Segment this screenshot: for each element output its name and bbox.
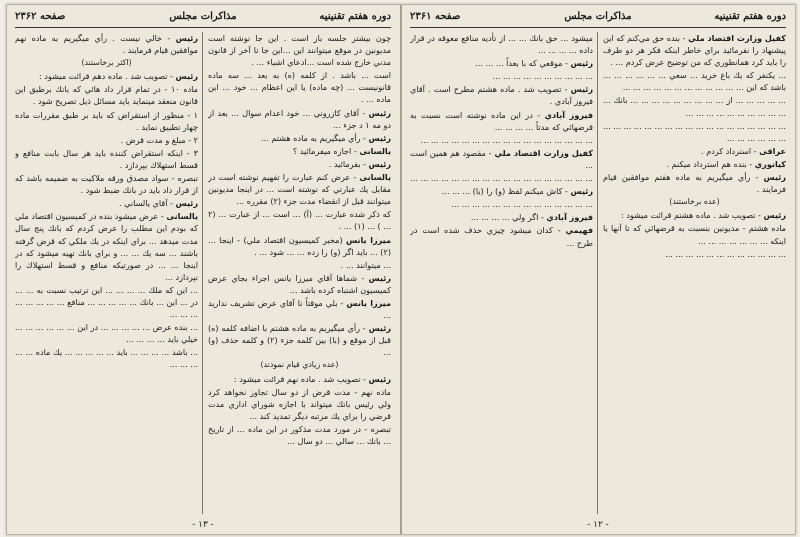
- speech-paragraph: [208, 69, 391, 105]
- speech-paragraph: [410, 172, 593, 184]
- page-right: [402, 5, 794, 534]
- speaker-name: ميرزا يانس: [346, 234, 391, 245]
- paragraph-text: - شماها آقاي ميرزا يانس اجراء بجاي عرض كميسيون اشتباه كرده باشد ...: [208, 272, 391, 295]
- speaker-name: رئيس: [175, 198, 198, 209]
- header-session: دوره هفتم تقنينيه: [714, 11, 786, 22]
- speech-paragraph: [603, 171, 786, 195]
- speaker-name: رئيس: [570, 58, 593, 69]
- paragraph-text: - بلي موقتاً تا آقاي عرض تشريف نداريد ...: [208, 297, 391, 321]
- paragraph-text: - بنده هم استرداد ميكنم .: [666, 158, 753, 169]
- speaker-name: رئيس: [763, 210, 786, 221]
- speech-paragraph: [15, 197, 198, 209]
- document-spread: [6, 4, 796, 535]
- speech-paragraph: [410, 198, 593, 210]
- speech-paragraph: [410, 134, 593, 146]
- paragraph-text: - در اين ماده نوشته است نسبت به قرضهائي كه مدتاً ... ... ... ...: [410, 109, 593, 132]
- paragraph-text: - مقصود هم همين است ...: [410, 147, 593, 170]
- speaker-name: رئيس: [570, 186, 593, 197]
- speaker-name: رئيس: [368, 373, 391, 384]
- column-divider: [202, 32, 203, 514]
- paragraph-text: كه ذكر شده عبارت ... (آ) ... است ... از عبارت ... (۲ ... ) ... (۱) ... .: [208, 209, 391, 232]
- speaker-name: رئيس: [570, 84, 593, 95]
- paragraph-text: ماده ۱۰ - در تمام قرار داد هائي كه بانك برطبق اين قانون منعقد مينمايد بايد مسائل ذيل تصريح شود .: [15, 84, 198, 107]
- header-title: مذاكرات مجلس: [169, 11, 237, 22]
- paragraph-text: ۲ - مبلغ و مدت قرض .: [120, 134, 198, 145]
- speech-paragraph: [15, 70, 198, 82]
- paragraph-text: - خالي نيست . رأي ميگيريم به ماده نهم موافقين قيام فرمايند .: [15, 33, 198, 56]
- paragraph-text: - آقاي كازروني ... خود اعدام سوال ... بعد از دو مه ۱ د جزء ...: [208, 107, 391, 130]
- speech-paragraph: [603, 145, 786, 157]
- speaker-name: رئيس: [368, 132, 391, 143]
- speech-paragraph: [410, 109, 593, 133]
- speech-paragraph: [208, 423, 391, 447]
- speech-paragraph: [603, 69, 786, 93]
- speech-paragraph: [410, 224, 593, 248]
- paragraph-text: (عده زيادي قيام نمودند): [260, 360, 339, 370]
- speech-paragraph: [603, 209, 786, 221]
- paragraph-text: ... ... ... ... ... ... ... ... ... ... ... ...: [665, 248, 786, 259]
- speech-paragraph: [15, 284, 198, 320]
- column-divider: [597, 32, 598, 514]
- header-page-number: صفحه ۲۳۶۱: [410, 11, 461, 22]
- speech-paragraph: [15, 172, 198, 196]
- speech-paragraph: [208, 297, 391, 321]
- speaker-name: رئيس: [175, 33, 198, 43]
- paragraph-text: - آقاي يالساني .: [118, 198, 173, 209]
- paragraph-text: - عرض كنم عبارت را تفهيم نوشته است در مقابل يك عبارتي كه نوشته است ... در اينجا مديونين ميتوانند قبل از انقضاء مدت جزء (۲) مقرره ...: [208, 172, 391, 207]
- speech-paragraph: [603, 222, 786, 246]
- speech-paragraph: [603, 32, 786, 68]
- speech-paragraph: [208, 158, 391, 170]
- speech-paragraph: [603, 158, 786, 170]
- speech-paragraph: [208, 32, 391, 68]
- speech-paragraph: [15, 32, 198, 56]
- speech-paragraph: [208, 171, 391, 207]
- paragraph-text: ماده هشتم - مديونين بنسبت به قرضهائي كه تا آنها يا اينكه ... ... ... ... ... ... ...: [603, 223, 786, 246]
- paragraph-text: تبصره - سواد مصدق ورقه ملاكيت به ضميمه باشد كه از قرار داد بايد در بانك ضبط شود .: [15, 173, 198, 196]
- paragraph-text: - استرداد كردم .: [701, 145, 757, 156]
- paragraph-text: ... ميتوانند ... .: [340, 259, 391, 270]
- speaker-name: رئيس: [368, 158, 391, 169]
- speaker-name: رئيس: [763, 172, 786, 183]
- speech-paragraph: [208, 145, 391, 157]
- speaker-name: ميرزا يانس: [346, 297, 391, 308]
- speech-paragraph: [410, 57, 593, 69]
- header-title: مذاكرات مجلس: [564, 11, 632, 22]
- speaker-name: فهيمي: [565, 225, 593, 236]
- text-column-right: [603, 32, 786, 514]
- speech-paragraph: [15, 210, 198, 283]
- text-column-right: [208, 32, 391, 514]
- speech-paragraph: [410, 211, 593, 223]
- speech-paragraph: [410, 83, 593, 107]
- speaker-name: رئيس: [368, 323, 391, 334]
- paragraph-text: - تصويب شد . ماده نهم قرائت ميشود :: [233, 373, 366, 384]
- speech-paragraph: [410, 32, 593, 56]
- speaker-name: كفيل وزارت اقتصاد ملي: [688, 33, 786, 43]
- speech-paragraph: [208, 259, 391, 271]
- speech-paragraph: [208, 386, 391, 422]
- paragraph-text: ... يكنفر كه يك باغ خريد ... سعي ... ... ... ... ... ... باشد كه اين ... ... ... ... ... ... ... ... ... ... ... ...: [603, 70, 786, 93]
- page-header: [15, 11, 391, 27]
- paragraph-text: - بنده حق مي‌كنم كه اين پيشنهاد را نفرمائيد براي خاطر اينكه فكر هر دو طرف را بايد كرد همانطوري كه من توضيح عرض كردم ... .: [603, 33, 786, 68]
- speech-paragraph: [15, 321, 198, 345]
- paragraph-text: - بفرمائيد .: [328, 158, 366, 169]
- speech-paragraph: [208, 234, 391, 258]
- speaker-name: يالسانى: [359, 172, 391, 183]
- paragraph-text: ميشود ... حق بانك ... ... از تأديه منافع معوقه در قرار داده ... ... ... ...: [410, 33, 593, 56]
- speech-paragraph: [208, 107, 391, 131]
- header-rule: [410, 27, 786, 28]
- paragraph-text: - رأي ميگيريم به ماده هشتم با اضافه كلمه (ه) قبل از موقع و (با) بين كلمه جزء (۲) و كلمه حذف (و) ...: [208, 323, 391, 358]
- speech-paragraph: [208, 208, 391, 232]
- paragraph-text: - تصويب شد . ماده هشتم مطرح است . آقاي فيروز آبادي .: [410, 84, 593, 107]
- procedural-note: [603, 196, 786, 208]
- speech-paragraph: [208, 373, 391, 385]
- paragraph-text: - اجازه ميفرمائيد ؟: [292, 145, 357, 156]
- speech-paragraph: [15, 346, 198, 370]
- speaker-name: عراقى: [759, 145, 786, 156]
- paragraph-text: چون بيشتر جلسه باز است . اين جا نوشته است مديونين در موقع ميتوانند اين ...اين جا تا آخر از قانون مدني خارج شده است ...ادعاي اشياء ... .: [208, 33, 391, 68]
- speaker-name: يالسانى: [166, 211, 198, 222]
- header-rule: [15, 27, 391, 28]
- page-folio: - ۱۲ -: [587, 520, 609, 530]
- paragraph-text: - اگر ولي ... ... ... ...: [470, 212, 544, 223]
- paragraph-text: ۱ - منظور از استقراض كه بايد بر طبق مقررات ماده چهار تطبيق نمايد .: [15, 109, 198, 132]
- paragraph-text: - تصويب شد . ماده دهم قرائت ميشود :: [39, 71, 173, 82]
- text-column-left: [15, 32, 198, 514]
- speech-paragraph: [603, 248, 786, 260]
- speaker-name: فيروز آبادي: [546, 212, 593, 223]
- page-left: [7, 5, 399, 534]
- speech-paragraph: [15, 83, 198, 107]
- paragraph-text: تبصره - در مورد مدت مذكور در اين ماده ... از تاريخ ... بانك ... سالي ... دو سال ...: [208, 423, 391, 446]
- page-header: [410, 11, 786, 27]
- speaker-name: يالسانى: [359, 145, 391, 156]
- paragraph-text: ماده نهم - مدت قرض از دو سال تجاوز نخواهد كرد ولي رئيس بانك ميتواند با اجازه شوراي اداري مدت قرضي را براي يك مرتبه ديگر تمديد كند ...: [208, 386, 391, 421]
- paragraph-text: ... اين كه ملك ... ... ... ... اين ترتيب نسبت به ... ... در ... اين ... بانك ... ... ... ... ... منافع ... ... ... ... ... ... ... ...: [15, 284, 198, 320]
- paragraph-text: ... بنده عرض ... ... ... ... ... در اين ... ... ... ... ... ... خيلي بايد ... ... ... ...: [15, 322, 198, 345]
- speaker-name: رئيس: [368, 272, 391, 283]
- paragraph-text: ... ... ... ... ... ... ... ... ... ... ... ... ... ... ... ... ...: [420, 134, 593, 145]
- paragraph-text: (عده برخاستند): [669, 197, 720, 207]
- paragraph-text: (مخبر كميسيون اقتصاد ملي) - اينجا ... (۲) ... بايد اگر (و) را زده ... ... شود ... .: [208, 234, 391, 257]
- speech-paragraph: [15, 109, 198, 133]
- page-folio: - ۱۳ -: [192, 520, 214, 530]
- text-column-left: [410, 32, 593, 514]
- paragraph-text: ... ... ... ... ... از ... ... ... ... ... ... ... ... ... بانك ... ... ... ... ... ... ... ... ... ... ...: [603, 95, 786, 118]
- paragraph-text: - موقعي كه با بعداً ... ... ...: [475, 58, 568, 69]
- speech-paragraph: [603, 94, 786, 118]
- speaker-name: رئيس: [175, 71, 198, 82]
- speech-paragraph: [15, 147, 198, 171]
- paragraph-text: - كدان ميشود چيزي حذف شده است در طرح ...: [410, 225, 593, 248]
- paragraph-text: است ... باشد . از كلمه (ه) به بعد ... سه ماده قانونيست ... (چه ماده) يا اين اعظام ... خود ... اين ماده ... .: [208, 70, 391, 105]
- paragraph-text: - كاش ميكنم لفظ (و) را (با) ... ... ...: [441, 186, 568, 197]
- paragraph-text: ۳ - اينكه استقراض كننده بايد هر سال بابت منافع و قسط استهلاك بپردازد .: [15, 147, 198, 170]
- header-session: دوره هفتم تقنينيه: [319, 11, 391, 22]
- speaker-name: كيانوري: [754, 158, 786, 169]
- speaker-name: رئيس: [368, 107, 391, 118]
- header-page-number: صفحه ۲۳۶۲: [15, 11, 66, 22]
- paragraph-text: - رأي ميگيريم به ماده هفتم موافقين قيام فرمايند .: [603, 172, 786, 195]
- paragraph-text: ... ... ... ... ... ... ... ... ... ... ... ... ... ... ... ... ... ... ... ... ... ... ... ...: [603, 120, 786, 143]
- paragraph-text: ... ... ... ... ... ... ... ... ... ... ... ... ... ... ... ... ... ...: [410, 173, 593, 184]
- speaker-name: كفيل وزارت اقتصاد ملي: [494, 147, 593, 158]
- paragraph-text: (اكثر برخاستند): [81, 58, 132, 68]
- speaker-name: فيروز آبادي: [544, 109, 593, 120]
- speech-paragraph: [208, 132, 391, 144]
- paragraph-text: - رأي ميگيريم به ماده هشتم ...: [261, 132, 366, 143]
- paragraph-text: ... باشد ... ... ... ... بايد ... ... ... ... ... يك ماده ... ... ... ... ...: [15, 347, 198, 370]
- procedural-note: [15, 57, 198, 69]
- paragraph-text: - تصويب شد . ماده هشتم قرائت ميشود :: [620, 210, 761, 221]
- paragraph-text: ... ... ... ... ... ... ... ... ... ...: [492, 71, 593, 82]
- speech-paragraph: [410, 185, 593, 197]
- speech-paragraph: [410, 147, 593, 171]
- speech-paragraph: [208, 322, 391, 358]
- speech-paragraph: [410, 70, 593, 82]
- paragraph-text: - عرض ميشود بنده در كميسيون اقتصاد ملي كه بودم اين مطلب را عرض كردم كه بانك پنج سال مدت ميدهد ... براي اينكه در يك ملكي كه قرض گرفته باشند ... سه يك ... ... و براي بانك تهيه ميشود كه در اينجا ... ... در صورتيكه منافع و قسط استهلاك را نپردازد ...: [15, 211, 198, 282]
- paragraph-text: ... ... ... ... ... ... ... ... ... ... ... ... ... ...: [451, 199, 593, 210]
- procedural-note: [208, 359, 391, 371]
- speech-paragraph: [208, 272, 391, 296]
- speech-paragraph: [603, 120, 786, 144]
- speech-paragraph: [15, 134, 198, 146]
